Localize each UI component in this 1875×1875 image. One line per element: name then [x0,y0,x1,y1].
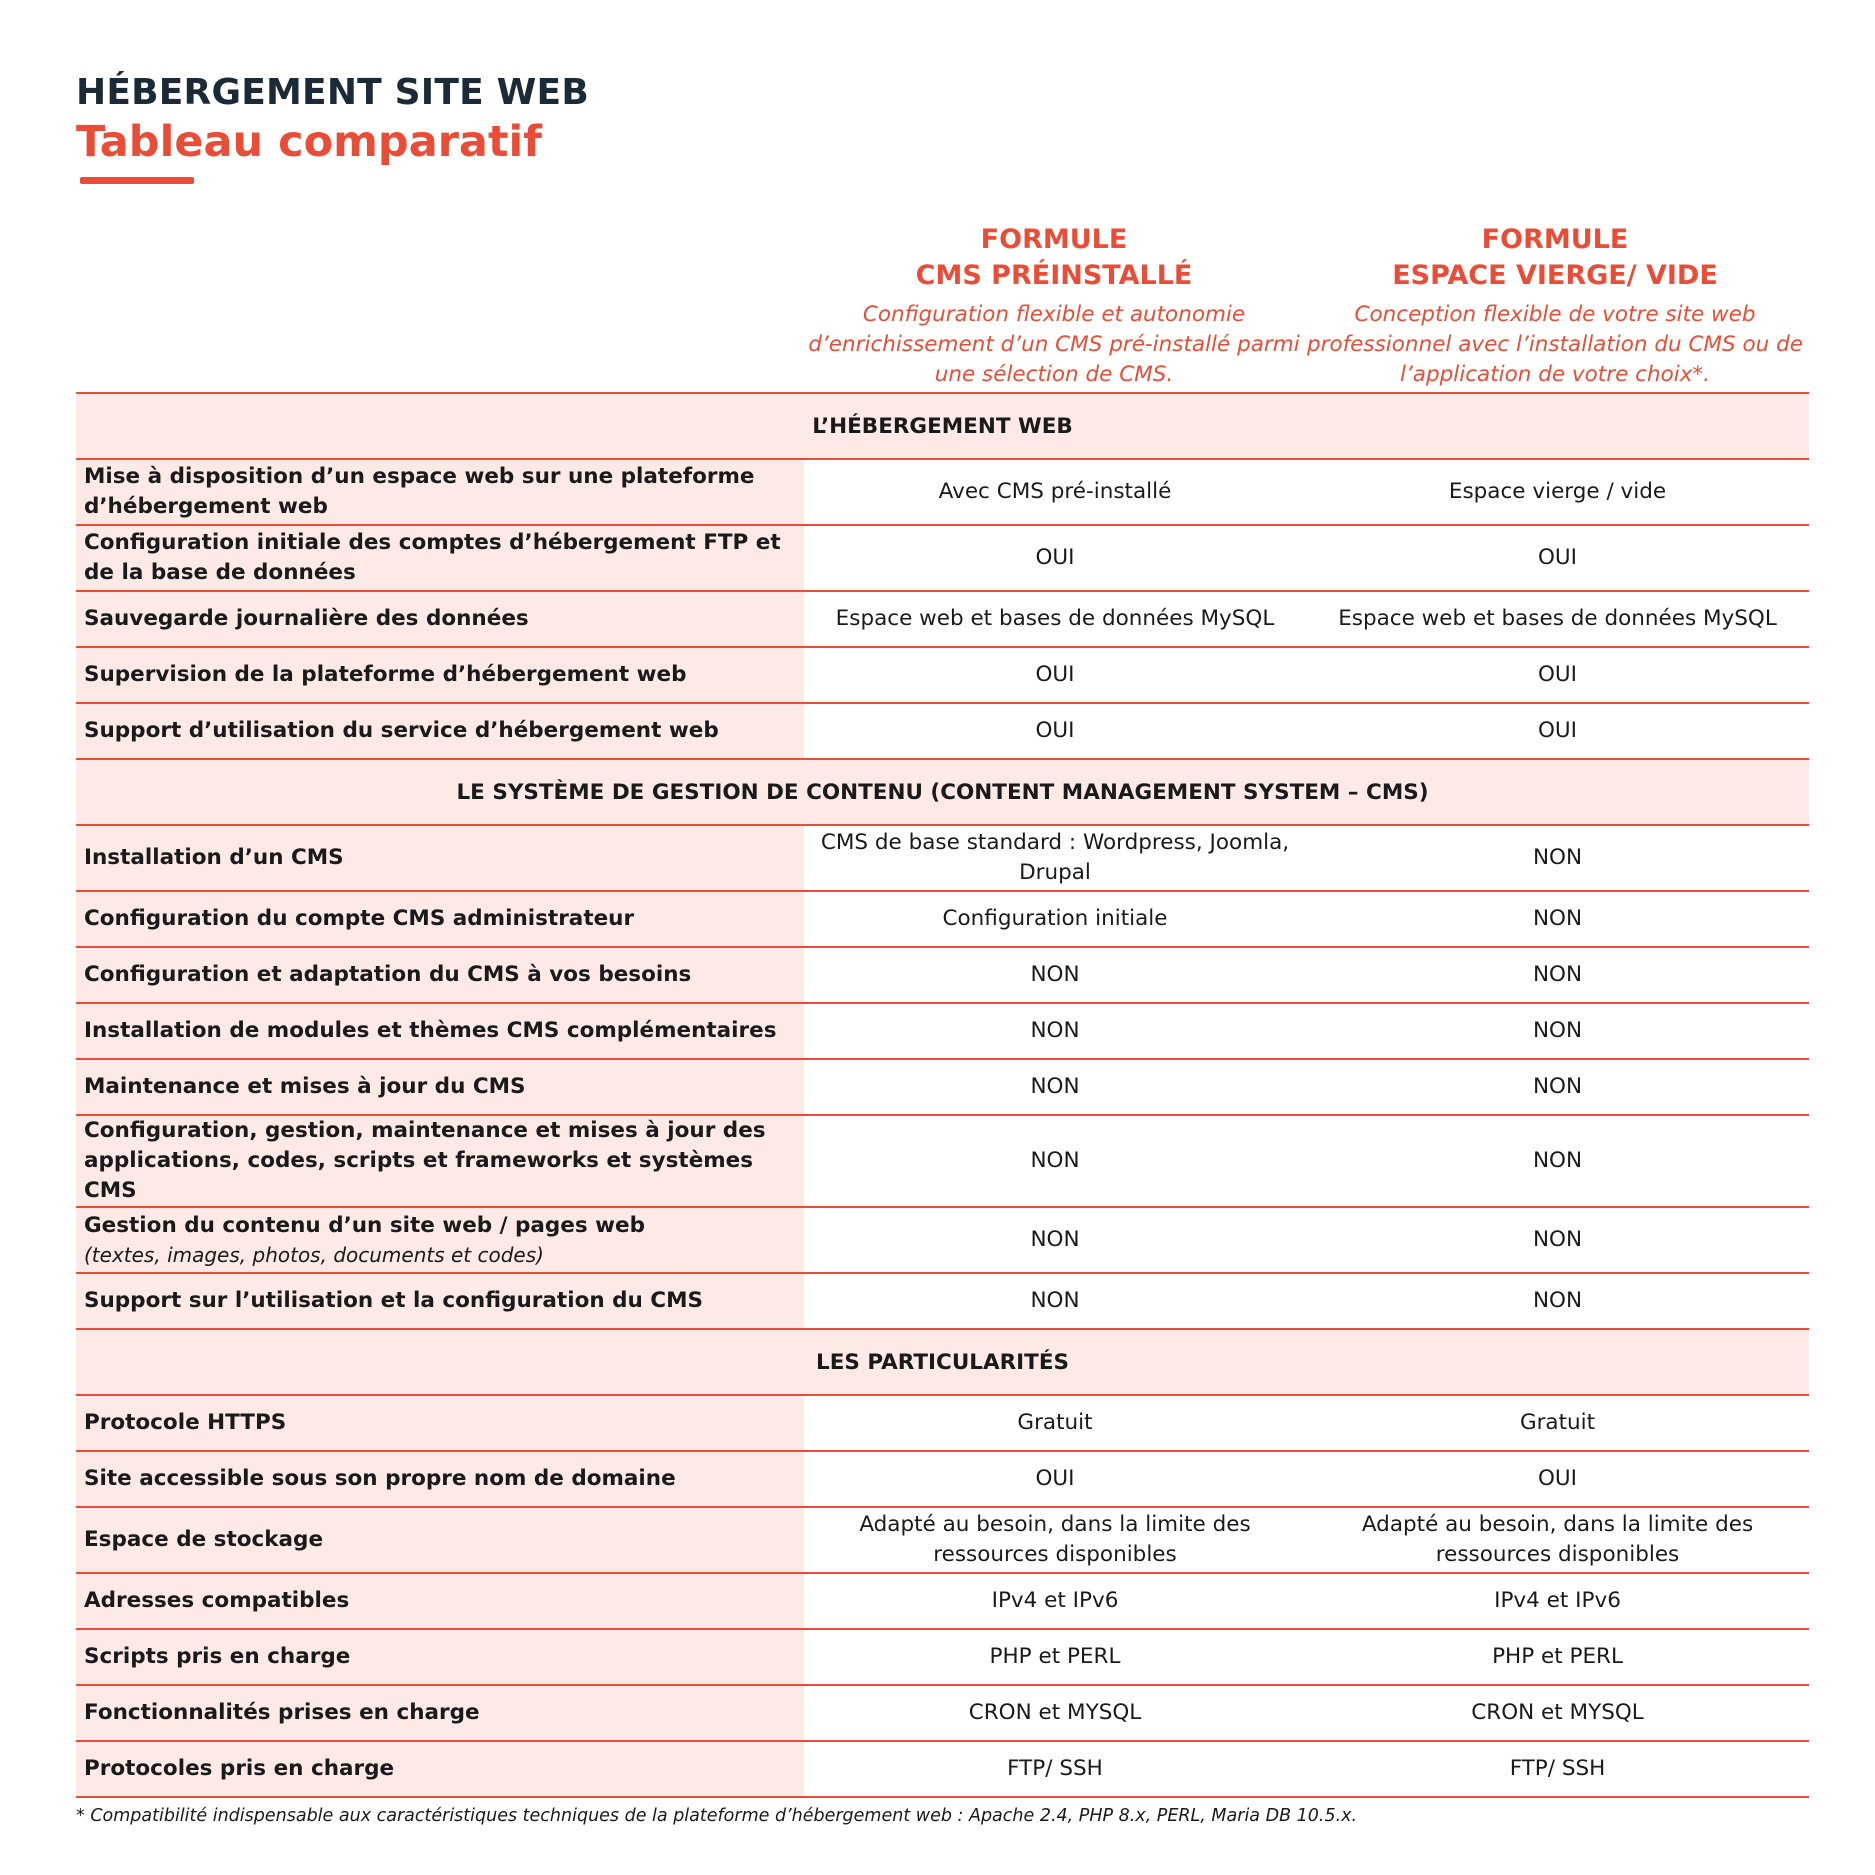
table-row [76,1207,1809,1273]
row-label: Protocole HTTPS [84,1410,287,1435]
comparison-table-body [76,393,1809,1797]
value-espace-vierge: CRON et MYSQL [1471,1700,1644,1725]
row-label: Installation d’un CMS [84,845,344,870]
column-header-line1: FORMULE [1481,224,1629,255]
value-cms-preinstalle: OUI [1035,1466,1075,1491]
table-row [76,1629,1809,1685]
section-title: LE SYSTÈME DE GESTION DE CONTENU (CONTENT MANAGEMENT SYSTEM – CMS) [76,759,1809,825]
page-subtitle: Tableau comparatif [76,117,542,167]
table-row [76,1685,1809,1741]
table-row [76,647,1809,703]
value-cms-preinstalle: PHP et PERL [989,1644,1121,1669]
row-label-cell [76,1741,804,1797]
row-label-cell [76,825,804,891]
table-row [76,459,1809,525]
row-label: Scripts pris en charge [84,1644,351,1669]
section-header-row [76,393,1809,459]
row-label-cell [76,591,804,647]
column-header-line2: ESPACE VIERGE/ VIDE [1392,260,1718,291]
row-label-cell [76,1115,804,1207]
value-espace-vierge: Espace web et bases de données MySQL [1338,606,1777,631]
value-cms-preinstalle: Adapté au besoin, dans la limite des ressources disponibles [859,1512,1251,1567]
value-espace-vierge: IPv4 et IPv6 [1494,1588,1621,1613]
value-espace-vierge: OUI [1538,1466,1578,1491]
value-cms-preinstalle: CRON et MYSQL [968,1700,1142,1725]
value-cms-preinstalle: NON [1030,1148,1080,1173]
value-espace-vierge: Adapté au besoin, dans la limite des ressources disponibles [1361,1512,1754,1567]
row-label: Fonctionnalités prises en charge [84,1700,480,1725]
row-label-cell [76,525,804,591]
row-label: Support d’utilisation du service d’hébergement web [84,718,719,743]
footnote: * Compatibilité indispensable aux caractéristiques techniques de la plateforme d’hébergement web : Apache 2.4, PHP 8.x, PERL, Maria DB 10.5.x. [76,1806,1358,1826]
value-espace-vierge: OUI [1538,662,1578,687]
column-description: Conception flexible de votre site web professionnel avec l’installation du CMS ou de l’application de votre choix*. [1306,302,1804,387]
row-label: Installation de modules et thèmes CMS complémentaires [84,1018,777,1043]
value-espace-vierge: OUI [1538,718,1578,743]
row-label: Maintenance et mises à jour du CMS [84,1074,526,1099]
table-row [76,703,1809,759]
table-row [76,1003,1809,1059]
title-block [76,70,589,168]
row-label: Supervision de la plateforme d’hébergement web [84,662,687,687]
row-label-cell [76,1629,804,1685]
value-espace-vierge: Gratuit [1519,1410,1596,1435]
row-label: Adresses compatibles [84,1588,350,1613]
value-cms-preinstalle: NON [1030,1018,1080,1043]
row-label: Configuration initiale des comptes d’hébergement FTP et de la base de données [84,530,781,585]
table-row [76,891,1809,947]
row-label-cell [76,459,804,525]
value-cms-preinstalle: Avec CMS pré-installé [938,479,1172,504]
row-label-cell [76,1273,804,1329]
row-label-cell [76,1207,804,1273]
page-title: HÉBERGEMENT SITE WEB [76,72,589,113]
comparison-table [76,392,1809,1798]
row-label-cell [76,947,804,1003]
section-title: L’HÉBERGEMENT WEB [76,393,1809,459]
row-label: Espace de stockage [84,1527,324,1552]
value-cms-preinstalle: OUI [1035,718,1075,743]
value-cms-preinstalle: OUI [1035,545,1075,570]
column-description: Configuration flexible et autonomie d’enrichissement d’un CMS pré-installé parmi une sélection de CMS. [808,302,1300,387]
value-cms-preinstalle: OUI [1035,662,1075,687]
section-header-row [76,1329,1809,1395]
row-label-cell [76,1059,804,1115]
row-label-cell [76,1573,804,1629]
value-cms-preinstalle: Configuration initiale [942,906,1168,931]
table-row [76,1059,1809,1115]
value-cms-preinstalle: FTP/ SSH [1007,1756,1103,1781]
title-underline [80,177,194,184]
row-label-cell [76,1003,804,1059]
value-cms-preinstalle: NON [1030,1074,1080,1099]
value-espace-vierge: NON [1532,1288,1583,1313]
row-label-cell [76,1507,804,1573]
value-cms-preinstalle: NON [1030,1227,1080,1252]
row-label-cell [76,703,804,759]
value-cms-preinstalle: NON [1030,962,1080,987]
row-label: Sauvegarde journalière des données [84,606,529,631]
value-espace-vierge: OUI [1538,545,1578,570]
column-header-espace-vierge [1305,222,1805,390]
value-espace-vierge: NON [1532,1018,1583,1043]
table-row [76,947,1809,1003]
value-espace-vierge: NON [1532,1227,1583,1252]
value-cms-preinstalle: IPv4 et IPv6 [991,1588,1119,1613]
value-espace-vierge: NON [1532,906,1583,931]
row-label: Site accessible sous son propre nom de domaine [84,1466,676,1491]
row-label-cell [76,647,804,703]
value-cms-preinstalle: Espace web et bases de données MySQL [835,606,1275,631]
row-label: Configuration, gestion, maintenance et mises à jour des applications, codes, scripts et frameworks et systèmes CMS [84,1118,766,1203]
value-cms-preinstalle: CMS de base standard : Wordpress, Joomla, Drupal [820,830,1290,885]
table-row [76,591,1809,647]
row-label-cell [76,891,804,947]
table-row [76,1507,1809,1573]
column-header-line2: CMS PRÉINSTALLÉ [915,260,1193,291]
table-row [76,525,1809,591]
value-espace-vierge: NON [1532,962,1583,987]
table-row [76,1395,1809,1451]
value-espace-vierge: NON [1532,845,1583,870]
row-label: Support sur l’utilisation et la configuration du CMS [84,1288,703,1313]
column-header-cms-preinstalle [804,222,1304,390]
row-label: Configuration du compte CMS administrateur [84,906,635,931]
row-label-note: (textes, images, photos, documents et codes) [84,1243,544,1267]
row-label-cell [76,1685,804,1741]
row-label: Protocoles pris en charge [84,1756,395,1781]
row-label: Configuration et adaptation du CMS à vos besoins [84,962,692,987]
value-cms-preinstalle: Gratuit [1017,1410,1093,1435]
value-espace-vierge: Espace vierge / vide [1448,479,1667,504]
value-espace-vierge: FTP/ SSH [1509,1756,1606,1781]
value-espace-vierge: PHP et PERL [1492,1644,1623,1669]
row-label-cell [76,1395,804,1451]
value-espace-vierge: NON [1532,1148,1583,1173]
table-row [76,1451,1809,1507]
value-espace-vierge: NON [1532,1074,1583,1099]
table-row [76,1573,1809,1629]
section-header-row [76,759,1809,825]
table-row [76,1741,1809,1797]
row-label: Mise à disposition d’un espace web sur une plateforme d’hébergement web [84,464,755,519]
table-row [76,1273,1809,1329]
column-header-line1: FORMULE [980,224,1128,255]
table-row [76,825,1809,891]
row-label: Gestion du contenu d’un site web / pages web [84,1213,646,1238]
table-row [76,1115,1809,1207]
section-title: LES PARTICULARITÉS [76,1329,1809,1395]
value-cms-preinstalle: NON [1030,1288,1080,1313]
row-label-cell [76,1451,804,1507]
